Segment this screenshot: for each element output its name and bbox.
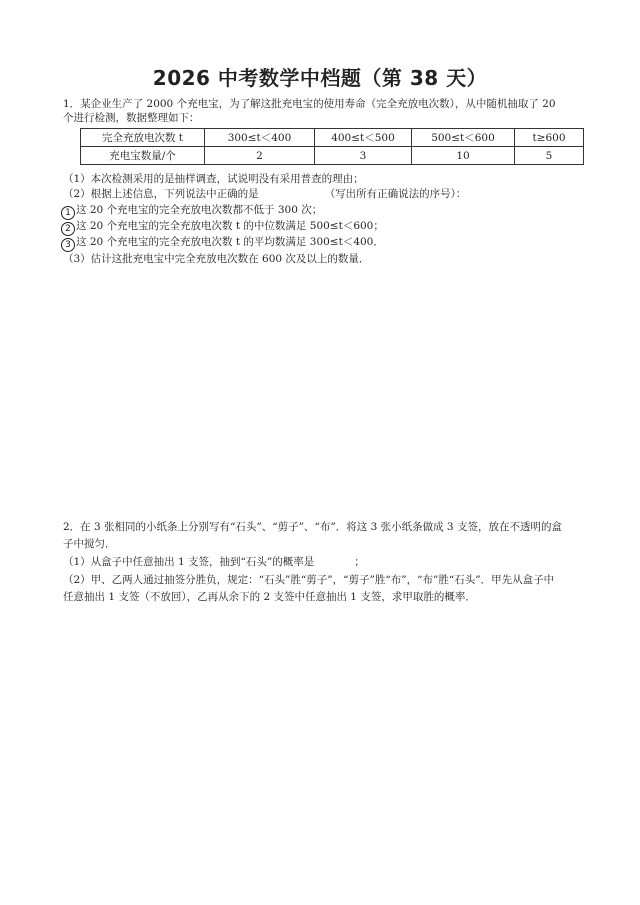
table-cell: 500≤t＜600 <box>412 129 515 147</box>
table-cell: 5 <box>515 147 584 165</box>
q1-part-2-note: （写出所有正确说法的序号）： <box>324 188 467 200</box>
q1-part-2-text: （2）根据上述信息，下列说法中正确的是 <box>63 188 259 200</box>
table-cell: 3 <box>315 147 412 165</box>
q1-data-table <box>80 128 584 165</box>
table-cell: 400≤t＜500 <box>315 129 412 147</box>
q1-stem-line-2: 个进行检测，数据整理如下： <box>63 112 200 124</box>
circled-number-1: 1 <box>61 206 75 220</box>
page-title: 2026 中考数学中档题（第 38 天） <box>152 66 488 90</box>
circled-number-2: 2 <box>61 222 75 236</box>
q1-option-2-text: 这 20 个充电宝的完全充放电次数 t 的中位数满足 500≤t＜600； <box>76 220 384 232</box>
q2-part-1-text: （1）从盒子中任意抽出 1 支签，抽到“石头”的概率是 <box>63 556 315 568</box>
q2-part-2-line-1: （2）甲、乙两人通过抽签分胜负，规定：“石头”胜“剪子”，“剪子”胜“布”，“布”胜“石头”．甲先从盒子中 <box>63 574 555 586</box>
q1-part-3: （3）估计这批充电宝中完全充放电次数在 600 次及以上的数量． <box>63 253 370 265</box>
table-cell: 2 <box>205 147 315 165</box>
q1-option-2 <box>61 219 384 236</box>
q1-option-3-text: 这 20 个充电宝的完全充放电次数 t 的平均数满足 300≤t＜400． <box>76 236 384 248</box>
q2-stem-line-2: 子中搅匀． <box>63 538 116 550</box>
table-cell: t≥600 <box>515 129 584 147</box>
table-row <box>81 129 584 147</box>
q2-part-1 <box>63 555 365 569</box>
q1-stem-line-1: 1．某企业生产了 2000 个充电宝，为了解这批充电宝的使用寿命（完全充放电次数），从中随机抽取了 20 <box>63 98 556 110</box>
table-cell: 完全充放电次数 t <box>81 129 205 147</box>
table-cell: 300≤t＜400 <box>205 129 315 147</box>
table-row <box>81 147 584 165</box>
q1-option-1 <box>61 203 322 220</box>
q2-part-1-end: ； <box>354 556 365 568</box>
q2-stem-line-1: 2．在 3 张相同的小纸条上分别写有“石头”、“剪子”、“布”．将这 3 张小纸条做成 3 支签，放在不透明的盒 <box>63 521 562 533</box>
q1-option-1-text: 这 20 个充电宝的完全充放电次数都不低于 300 次； <box>76 204 323 216</box>
q1-option-3 <box>61 235 384 252</box>
q1-part-1: （1）本次检测采用的是抽样调查，试说明没有采用普查的理由； <box>63 173 364 185</box>
table-cell: 10 <box>412 147 515 165</box>
q1-part-2 <box>63 187 466 201</box>
circled-number-3: 3 <box>61 238 75 252</box>
q2-part-2-line-2: 任意抽出 1 支签（不放回），乙再从余下的 2 支签中任意抽出 1 支签，求甲取胜的概率． <box>63 591 476 603</box>
table-cell: 充电宝数量/个 <box>81 147 205 165</box>
